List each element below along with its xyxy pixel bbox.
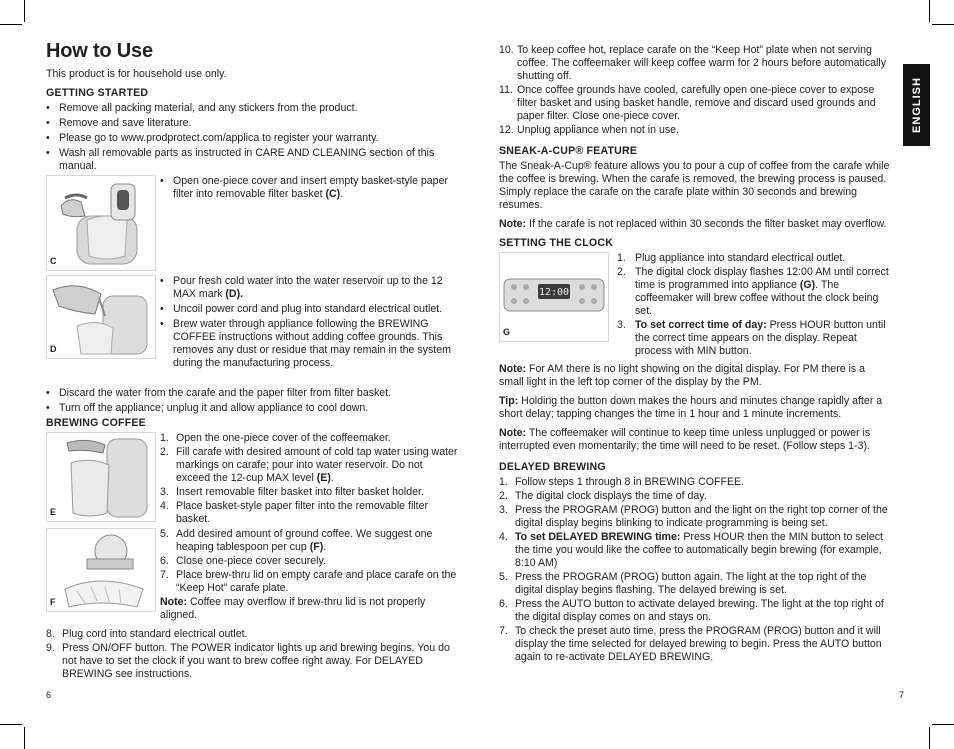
page-number-right: 7 [899,690,905,700]
list-item: 6. Press the AUTO button to activate delayed brewing. The light at the top right of the digital display comes on and stays on. [499,598,884,623]
figure-f-block [46,528,458,624]
list-item: 5. Press the PROGRAM (PROG) button again. The light at the top right of the digital display begins flashing. The delayed brewing is set. [499,571,867,596]
page-title: How to Use [46,40,153,62]
ground-coffee-illustration [47,529,155,611]
clock-heading: SETTING THE CLOCK [499,237,614,249]
overflow-note: Note: Coffee may overflow if brew-thru lid is not properly aligned. [160,596,426,621]
carafe-illustration [47,433,155,521]
page-number-left: 6 [46,690,52,700]
crop-mark [24,0,25,22]
list-item: • Turn off the appliance; unplug it and allow appliance to cool down. [46,402,458,415]
figure-label: C [50,256,57,266]
figure-e-image [46,432,156,522]
list-item: 2. The digital clock displays the time of day. [499,490,707,502]
delayed-list [499,476,891,664]
getting-started-list [46,102,458,173]
brewing-list-end [46,628,458,681]
language-tab [903,64,930,146]
figure-f-image [46,528,156,612]
figure-e-block [46,432,458,524]
crop-mark [932,24,954,25]
list-item: 9. Press ON/OFF button. The POWER indicator lights up and brewing begins. You do not have to set the clock if you want to brew coffee right away. For DELAYED BREWING see instructions. [46,642,450,680]
figure-g-image [499,252,609,342]
list-item: 1. Plug appliance into standard electrical outlet. [617,252,846,264]
brewing-heading: BREWING COFFEE [46,417,146,429]
figure-c-block [46,175,458,271]
list-item: • Pour fresh cold water into the water reservoir up to the 12 MAX mark (D). [160,275,458,301]
figure-g-block [499,252,891,359]
crop-mark [0,724,22,725]
clock-display-text: 12:00 [538,287,570,298]
sneak-paragraph: The Sneak-A-Cup® feature allows you to pour a cup of coffee from the carafe while the coffee is brewing. When the carafe is removed, the brewing process is paused. Simply replace the carafe on the carafe plate within 30 seconds and brewing resumes. [499,160,890,211]
list-item: 4. To set DELAYED BREWING time: Press HOUR then the MIN button to select the time you would like the coffee to automatically begin brewing (for example, 8:10 AM) [499,531,883,569]
list-item: • Brew water through appliance following the BREWING COFFEE instructions without adding coffee grounds. This removes any dust or residue that may remain in the system during the manufacturing process. [160,318,458,370]
language-tab-label: ENGLISH [910,77,923,133]
list-item: 3. Insert removable filter basket into filter basket holder. [160,486,424,498]
sneak-note: Note: If the carafe is not replaced within 30 seconds the filter basket may overflow. [499,218,887,230]
list-item: 8. Plug cord into standard electrical outlet. [46,628,248,640]
crop-mark [929,727,930,749]
delayed-heading: DELAYED BREWING [499,461,606,473]
getting-started-heading: GETTING STARTED [46,87,149,99]
brewing-list-continued [499,44,891,137]
crop-mark [24,727,25,749]
getting-started-after-list [46,387,458,415]
list-item: • Uncoil power cord and plug into standard electrical outlet. [160,303,458,316]
list-item: • Open one-piece cover and insert empty basket-style paper filter into removable filter basket (C). [160,175,458,201]
list-item: 1. Open the one-piece cover of the coffeemaker. [160,432,391,444]
list-item: • Discard the water from the carafe and the paper filter from filter basket. [46,387,458,400]
clock-tip: Tip: Holding the button down makes the hours and minutes change rapidly after a short delay; tapping changes the time in 1 hour and 1 minute increments. [499,395,883,420]
intro-text: This product is for household use only. [46,68,227,80]
list-item: 10. To keep coffee hot, replace carafe on the “Keep Hot” plate when not serving coffee. The coffeemaker will keep coffee warm for 2 hours before automatically shutting off. [499,44,887,82]
coffeemaker-illustration [47,176,155,270]
figure-d-image [46,275,156,359]
list-item: 4. Place basket-style paper filter into the removable filter basket. [160,500,429,525]
list-item: • Remove and save literature. [46,117,458,130]
list-item: 7. Place brew-thru lid on empty carafe and place carafe on the “Keep Hot” carafe plate. [160,569,457,594]
list-item: 12. Unplug appliance when not in use. [499,124,679,136]
figure-label: F [50,597,56,607]
list-item: • Please go to www.prodprotect.com/applica to register your warranty. [46,132,458,145]
figure-label: D [50,344,57,354]
list-item: 2. Fill carafe with desired amount of cold tap water using water markings on carafe; pour into water reservoir. Do not exceed the 12-cup MAX level (E). [160,446,458,484]
figure-label: E [50,507,57,517]
crop-mark [0,24,22,25]
figure-d-block [46,275,458,383]
list-item: • Wash all removable parts as instructed in CARE AND CLEANING section of this manual. [46,147,458,173]
list-item: 3. To set correct time of day: Press HOUR button until the correct time appears on the display. Repeat process with MIN button. [617,319,886,357]
list-item: • Remove all packing material, and any stickers from the product. [46,102,458,115]
clock-note-am-pm: Note: For AM there is no light showing on the digital display. For PM there is a small light in the left top corner of the display by the PM. [499,363,866,388]
list-item: 6. Close one-piece cover securely. [160,555,326,567]
crop-mark [932,724,954,725]
clock-note-power: Note: The coffeemaker will continue to keep time unless unplugged or power is interrupted even momentarily; the time will need to be reset. (Follow steps 1-3). [499,427,871,452]
water-pour-illustration [47,276,155,358]
crop-mark [929,0,930,22]
list-item: 7. To check the preset auto time, press the PROGRAM (PROG) button and it will display the time selected for delayed brewing to begin. Press the AUTO button again to re-activate DELAYED BREWING. [499,625,882,663]
list-item: 3. Press the PROGRAM (PROG) button and the light on the right top corner of the digital display begins blinking to indicate programming is being set. [499,504,888,529]
list-item: 1. Follow steps 1 through 8 in BREWING COFFEE. [499,476,745,488]
list-item: 11. Once coffee grounds have cooled, carefully open one-piece cover to expose filter basket and using basket handle, remove and discard used grounds and paper filter. Close one-piece cover. [499,84,876,122]
list-item: 5. Add desired amount of ground coffee. We suggest one heaping tablespoon per cup (F). [160,528,433,553]
figure-label: G [503,327,511,337]
control-panel-illustration [500,253,608,341]
sneak-heading: SNEAK-A-CUP® FEATURE [499,145,638,157]
list-item: 2. The digital clock display flashes 12:00 AM until correct time is programmed into appliance (G). The coffeemaker will brew coffee without the clock being set. [617,266,889,317]
left-page [46,40,458,682]
right-page [499,44,891,665]
figure-c-image [46,175,156,271]
